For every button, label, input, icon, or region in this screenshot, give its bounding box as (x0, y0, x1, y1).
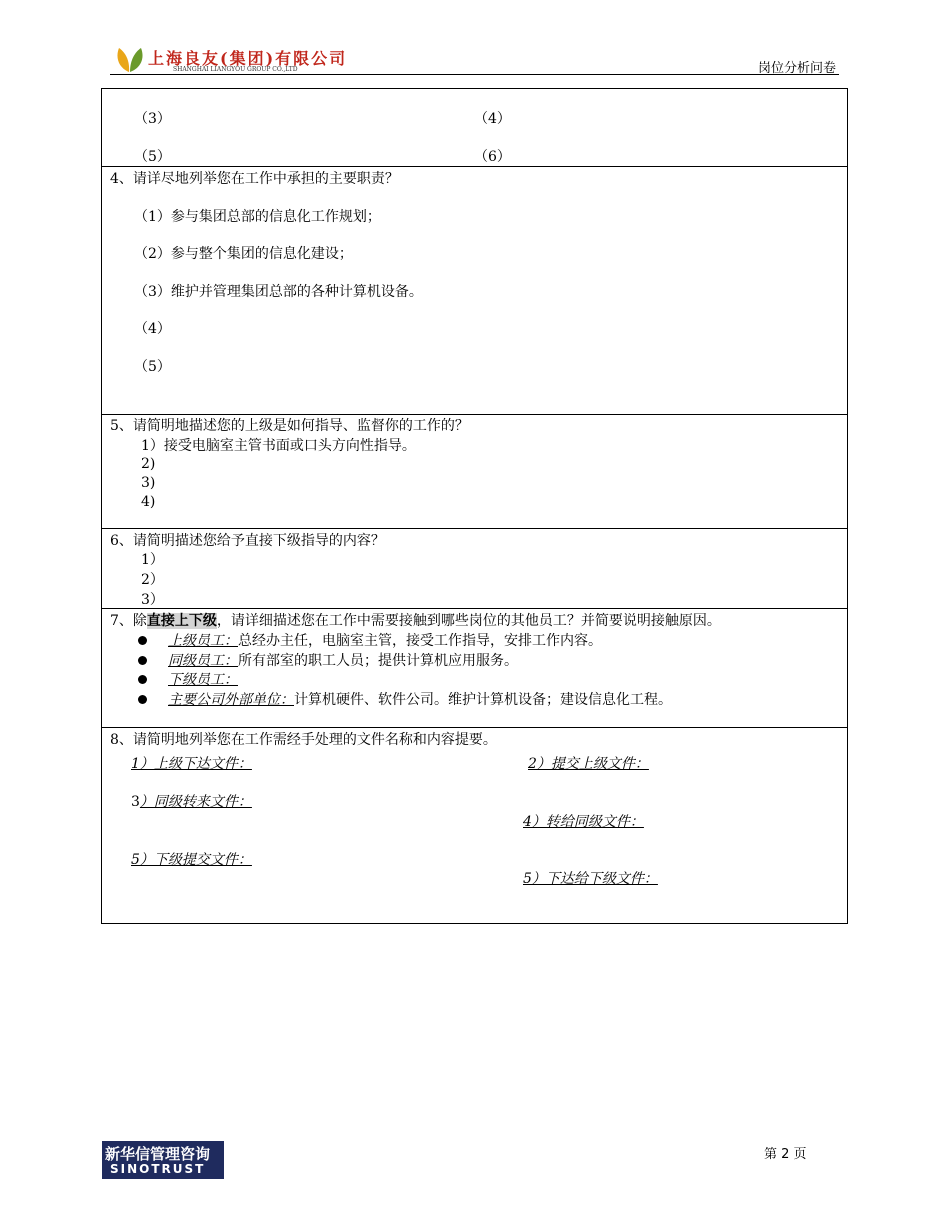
sec7-item (168, 632, 602, 650)
sec7-title-bold: 直接上下级 (146, 613, 217, 629)
sec8-f3-num: 3 (131, 794, 140, 810)
row-divider (101, 727, 848, 728)
sec6-item: 3） (141, 592, 164, 608)
sec5-title: 5、请简明地描述您的上级是如何指导、监督你的工作的？ (110, 418, 469, 434)
sec4-item: （4） (134, 321, 171, 337)
sec4-item: （3）维护并管理集团总部的各种计算机设备。 (134, 284, 423, 300)
sec5-item: 2) (141, 456, 156, 472)
sec5-item: 1）接受电脑室主管书面或口头方向性指导。 (141, 438, 416, 454)
sec5-item: 4) (141, 494, 156, 510)
sec7-item-text: 所有部室的职工人员；提供计算机应用服务。 (238, 653, 518, 669)
header-rule (110, 74, 839, 75)
sec6-title: 6、请简明描述您给予直接下级指导的内容？ (110, 533, 385, 549)
leaf-logo-icon (115, 46, 145, 74)
sec7-title-post: ，请详细描述您在工作中需要接触到哪些岗位的其他员工？并简要说明接触原因。 (216, 613, 721, 629)
sinotrust-logo-en: SINOTRUST (110, 1162, 206, 1176)
sec4-item: （2）参与整个集团的信息化建设； (134, 246, 353, 262)
company-logo (115, 46, 348, 76)
doc-title: 岗位分析问卷 (758, 61, 837, 76)
sec3-item-3: （3） (134, 111, 171, 127)
sec3-item-5: （5） (134, 149, 171, 165)
sec8-file-superior-issued: 1）上级下达文件： (131, 756, 252, 772)
page-number: 第 2 页 (764, 1147, 807, 1162)
bullet-icon (138, 656, 147, 665)
sec8-file-submit-superior: 2）提交上级文件： (528, 756, 649, 772)
sec7-item (168, 652, 518, 670)
company-name-en: SHANGHAI LIANGYOU GROUP CO.,LTD (173, 66, 298, 73)
row-divider (101, 166, 848, 167)
sec8-file-subordinate-submitted: 5）下级提交文件： (131, 852, 252, 868)
row-divider (101, 414, 848, 415)
bullet-icon (138, 675, 147, 684)
sec8-file-issue-subordinate: 5）下达给下级文件： (523, 871, 658, 887)
sec7-item-text: 总经办主任，电脑室主管，接受工作指导，安排工作内容。 (238, 633, 602, 649)
sec7-item-label: 同级员工： (168, 653, 238, 669)
sec7-item-text: 计算机硬件、软件公司。维护计算机设备；建设信息化工程。 (294, 692, 672, 708)
sec8-file-to-peer: 4）转给同级文件： (523, 814, 644, 830)
sec4-title: 4、请详尽地列举您在工作中承担的主要职责？ (110, 171, 399, 187)
sec7-item (168, 671, 238, 689)
company-name-cn: 上海良友(集团)有限公司 (148, 49, 348, 68)
sec8-title: 8、请简明地列举您在工作需经手处理的文件名称和内容提要。 (110, 732, 497, 748)
sinotrust-logo-cn: 新华信管理咨询 (105, 1145, 211, 1163)
sec3-item-4: （4） (474, 111, 511, 127)
sec8-f3-label: ）同级转来文件： (139, 794, 252, 810)
sec7-item-label: 下级员工： (168, 672, 238, 688)
sec7-item-label: 上级员工： (168, 633, 238, 649)
row-divider (101, 528, 848, 529)
sec6-item: 1） (141, 552, 164, 568)
sec6-item: 2） (141, 572, 164, 588)
bullet-icon (138, 695, 147, 704)
sec7-item-label: 主要公司外部单位： (168, 692, 294, 708)
sec7-title-pre: 7、除 (110, 613, 147, 629)
sec5-item: 3) (141, 475, 156, 491)
row-divider (101, 608, 848, 609)
sec4-item: （5） (134, 359, 171, 375)
sec7-item (168, 691, 672, 709)
sec7-title (110, 612, 721, 630)
sinotrust-logo (102, 1141, 224, 1179)
bullet-icon (138, 636, 147, 645)
sec3-item-6: （6） (474, 149, 511, 165)
sec8-file-peer-received (131, 793, 252, 811)
sec4-item: （1）参与集团总部的信息化工作规划； (134, 209, 381, 225)
